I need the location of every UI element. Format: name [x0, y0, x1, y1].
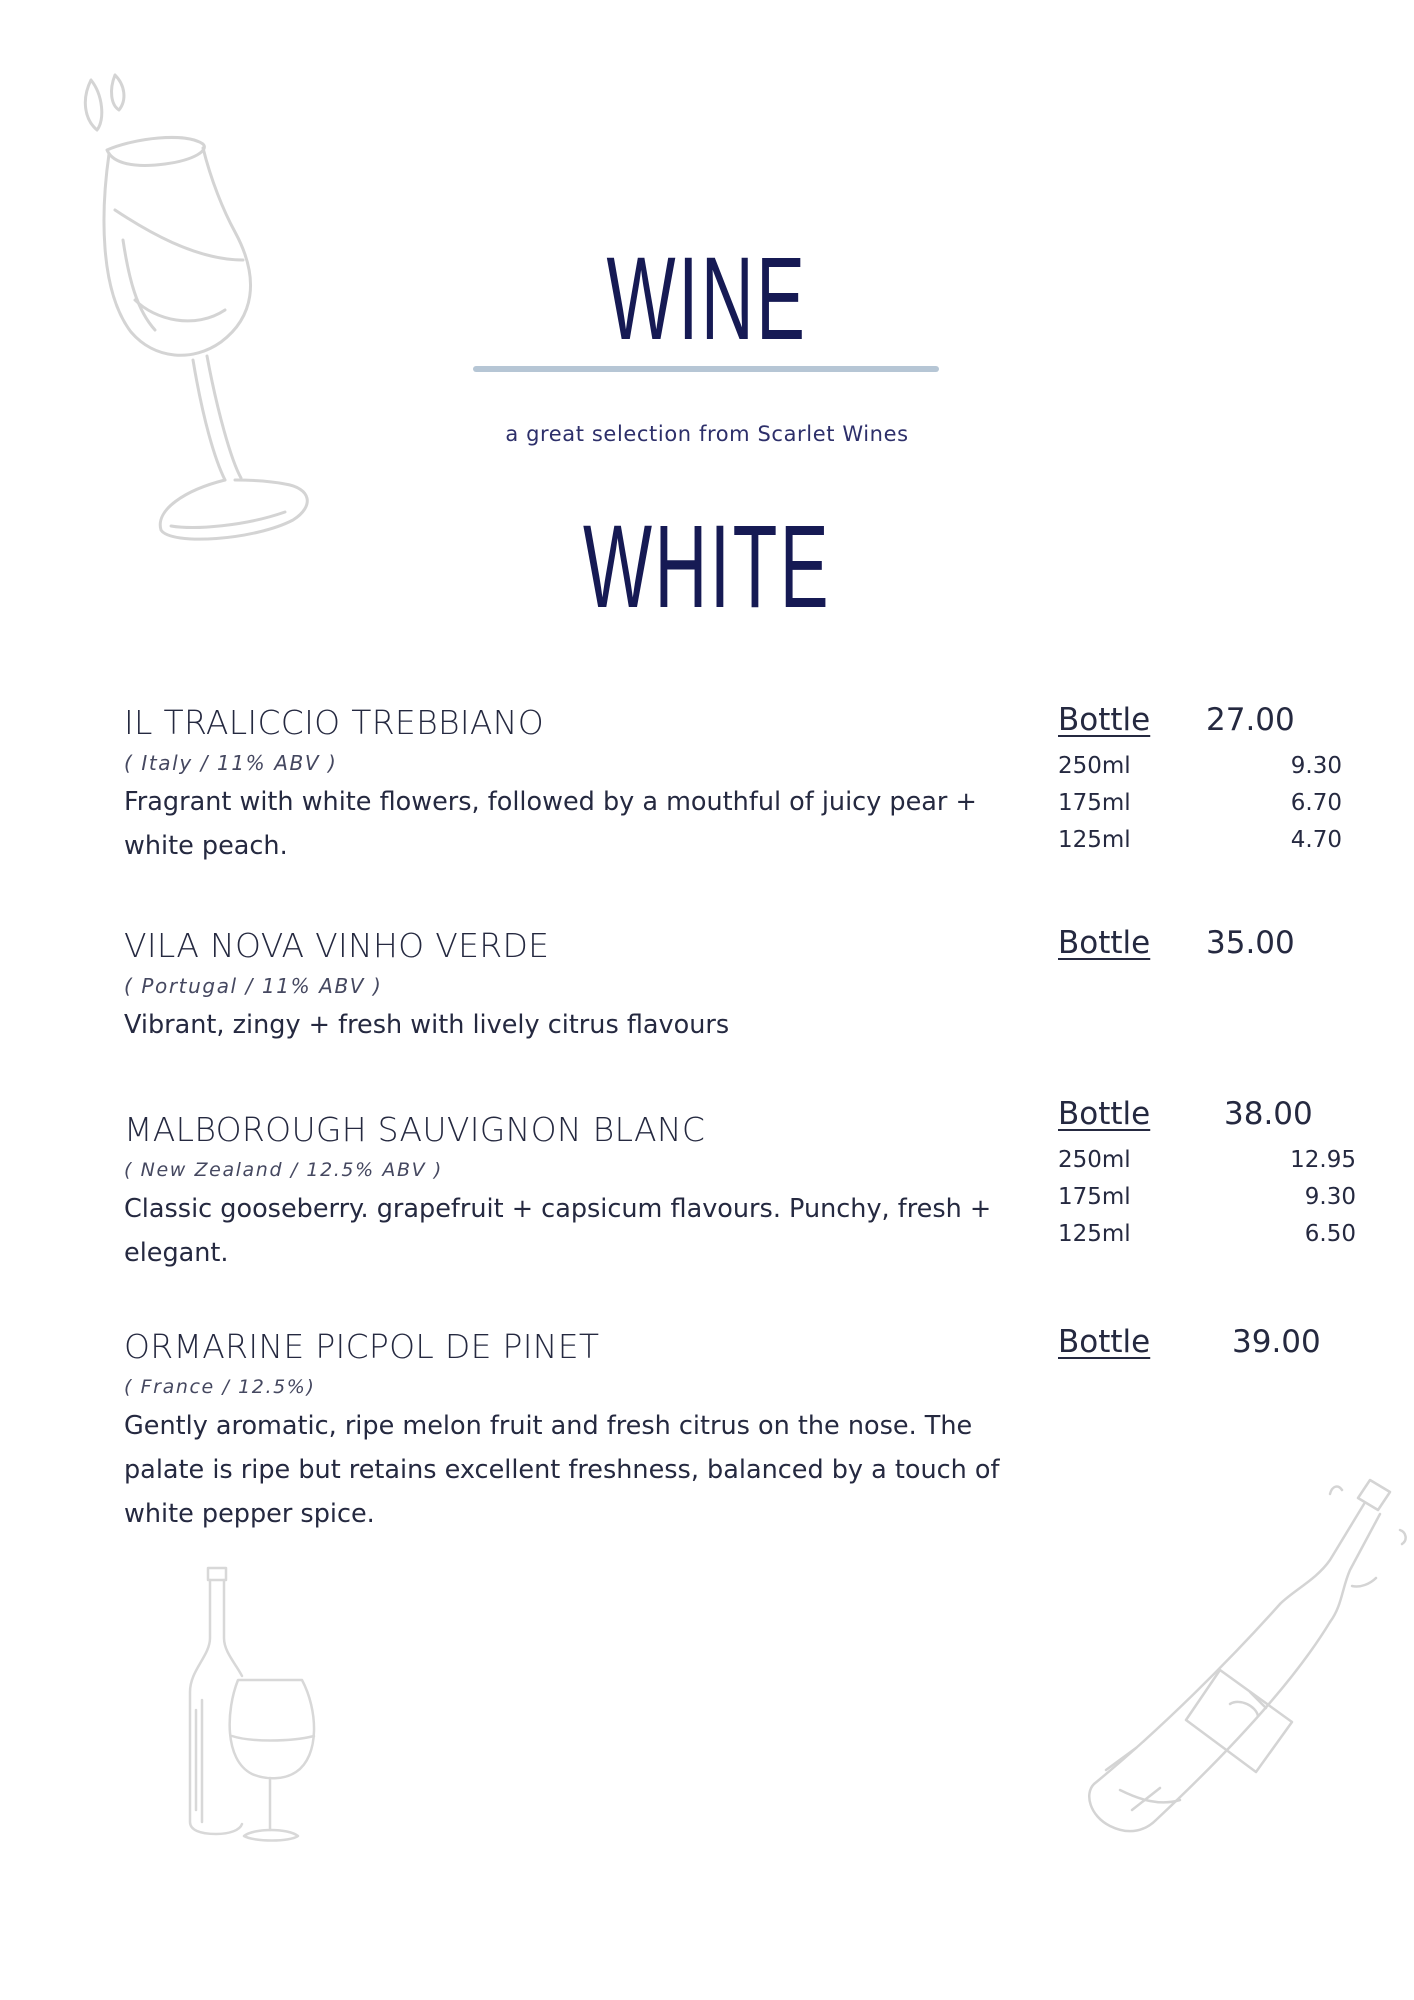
- bottle-price: 35.00: [1206, 925, 1295, 961]
- bottle-price-row: [1058, 702, 1318, 750]
- size-label: 250ml: [1058, 753, 1131, 779]
- size-price-row: [1058, 787, 1342, 824]
- wine-description: Gently aromatic, ripe melon fruit and fresh citrus on the nose. The palate is ripe but retains excellent freshness, balanced by a touch of white pepper spice.: [124, 1411, 1000, 1529]
- size-price: 6.70: [1290, 790, 1342, 816]
- size-price-row: [1058, 1218, 1356, 1255]
- wine-description: Vibrant, zingy + fresh with lively citrus flavours: [124, 1010, 730, 1040]
- size-label: 125ml: [1058, 827, 1131, 853]
- size-label: 175ml: [1058, 1184, 1131, 1210]
- size-price-row: [1058, 824, 1342, 861]
- size-label: 175ml: [1058, 790, 1131, 816]
- wine-name: VILA NOVA VINHO VERDE: [124, 926, 550, 965]
- bottle-price-row: [1058, 1324, 1321, 1372]
- price-list: [1058, 1324, 1321, 1372]
- wine-name: IL TRALICCIO TREBBIANO: [124, 703, 545, 742]
- size-price: 6.50: [1304, 1221, 1356, 1247]
- size-price: 9.30: [1304, 1184, 1356, 1210]
- page-title: WINE: [606, 233, 808, 365]
- bottle-label: Bottle: [1058, 702, 1151, 738]
- bottle-price-row: [1058, 925, 1318, 973]
- wine-name: MALBOROUGH SAUVIGNON BLANC: [124, 1110, 706, 1149]
- bottle-label: Bottle: [1058, 925, 1151, 961]
- section-title: WHITE: [582, 501, 832, 633]
- bottle-price: 39.00: [1232, 1324, 1321, 1360]
- size-price: 4.70: [1290, 827, 1342, 853]
- size-price-row: [1058, 1144, 1356, 1181]
- subtitle: a great selection from Scarlet Wines: [505, 422, 909, 446]
- size-label: 125ml: [1058, 1221, 1131, 1247]
- price-list: [1058, 925, 1318, 973]
- wine-origin: ( New Zealand / 12.5% ABV ): [124, 1159, 443, 1181]
- wine-description: Classic gooseberry. grapefruit + capsicum flavours. Punchy, fresh + elegant.: [124, 1194, 992, 1268]
- bottle-label: Bottle: [1058, 1096, 1151, 1132]
- wine-origin: ( Italy / 11% ABV ): [124, 751, 338, 775]
- size-price: 9.30: [1290, 753, 1342, 779]
- bottle-price: 27.00: [1206, 702, 1295, 738]
- size-label: 250ml: [1058, 1147, 1131, 1173]
- wine-name: ORMARINE PICPOL DE PINET: [124, 1327, 600, 1366]
- wine-origin: ( Portugal / 11% ABV ): [124, 974, 383, 998]
- title-divider: [473, 366, 939, 372]
- bottle-price: 38.00: [1224, 1096, 1313, 1132]
- wine-description: Fragrant with white flowers, followed by a mouthful of juicy pear + white peach.: [124, 787, 977, 861]
- wine-origin: ( France / 12.5%): [124, 1376, 316, 1398]
- size-price-row: [1058, 750, 1342, 787]
- size-price-row: [1058, 1181, 1356, 1218]
- size-price: 12.95: [1290, 1147, 1356, 1173]
- price-list: [1058, 702, 1342, 861]
- bottle-price-row: [1058, 1096, 1318, 1144]
- price-list: [1058, 1096, 1356, 1255]
- bottle-label: Bottle: [1058, 1324, 1151, 1360]
- bottle-and-glass-icon: [180, 1560, 320, 1860]
